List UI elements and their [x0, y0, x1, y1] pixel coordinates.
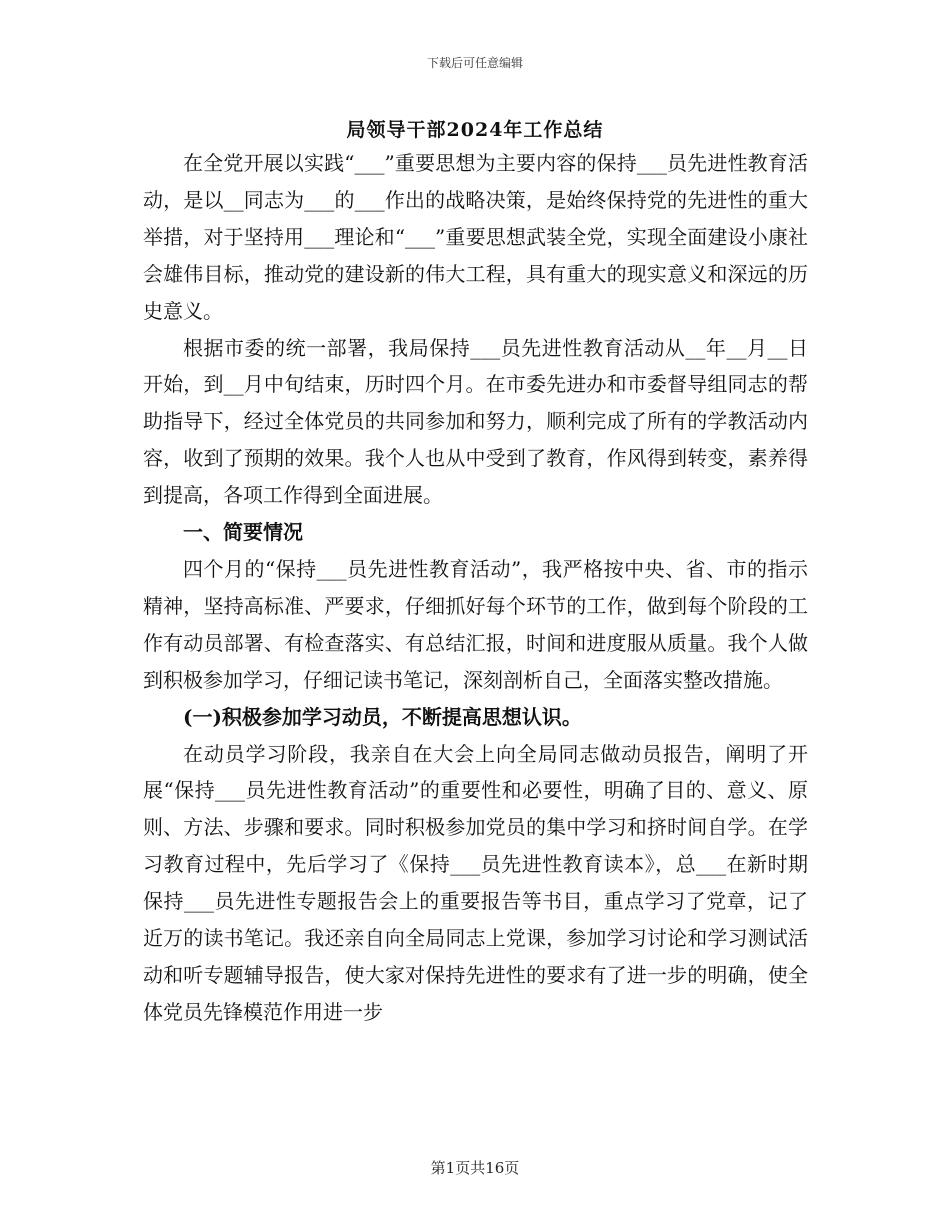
- document-body: [143, 145, 808, 1031]
- document-title: 局领导干部2024年工作总结: [346, 119, 604, 141]
- header-note: 下载后可任意编辑: [426, 56, 523, 70]
- page-number: 第1页共16页: [430, 1159, 520, 1177]
- paragraph-background: 根据市委的统一部署，我局保持___员先进性教育活动从__年__月__日开始，到__月中旬结束，历时四个月。在市委先进办和市委督导组同志的帮助指导下，经过全体党员的共同参加和努力，顺利完成了所有的学教活动内容，收到了预期的效果。我个人也从中受到了教育，作风得到转变，素养得到提高，各项工作得到全面进展。: [143, 335, 808, 508]
- paragraph-intro: 在全党开展以实践“___”重要思想为主要内容的保持___员先进性教育活动，是以__同志为___的___作出的战略决策，是始终保持党的先进性的重大举措，对于坚持用___理论和“___”重要思想武装全党，实现全面建设小康社会雄伟目标，推动党的建设新的伟大工程，具有重大的现实意义和深远的历史意义。: [143, 151, 808, 323]
- paragraph-overview: 四个月的“保持___员先进性教育活动”，我严格按中央、省、市的指示精神，坚持高标准、严要求，仔细抓好每个环节的工作，做到每个阶段的工作有动员部署、有检查落实、有总结汇报，时间和进度服从质量。我个人做到积极参加学习，仔细记读书笔记，深刻剖析自己，全面落实整改措施。: [143, 556, 808, 692]
- paragraph-study: 在动员学习阶段，我亲自在大会上向全局同志做动员报告，阐明了开展“保持___员先进性教育活动”的重要性和必要性，明确了目的、意义、原则、方法、步骤和要求。同时积极参加党员的集中学习和挤时间自学。在学习教育过程中，先后学习了《保持___员先进性教育读本》，总___在新时期保持___员先进性专题报告会上的重要报告等书目，重点学习了党章，记了近万的读书笔记。我还亲自向全局同志上党课，参加学习讨论和学习测试活动和听专题辅导报告，使大家对保持先进性的要求有了进一步的明确，使全体党员先锋模范作用进一步: [143, 741, 808, 1024]
- subsection-heading-study: (一)积极参加学习动员，不断提高思想认识。: [183, 704, 582, 729]
- section-heading-overview: 一、简要情况: [183, 520, 303, 545]
